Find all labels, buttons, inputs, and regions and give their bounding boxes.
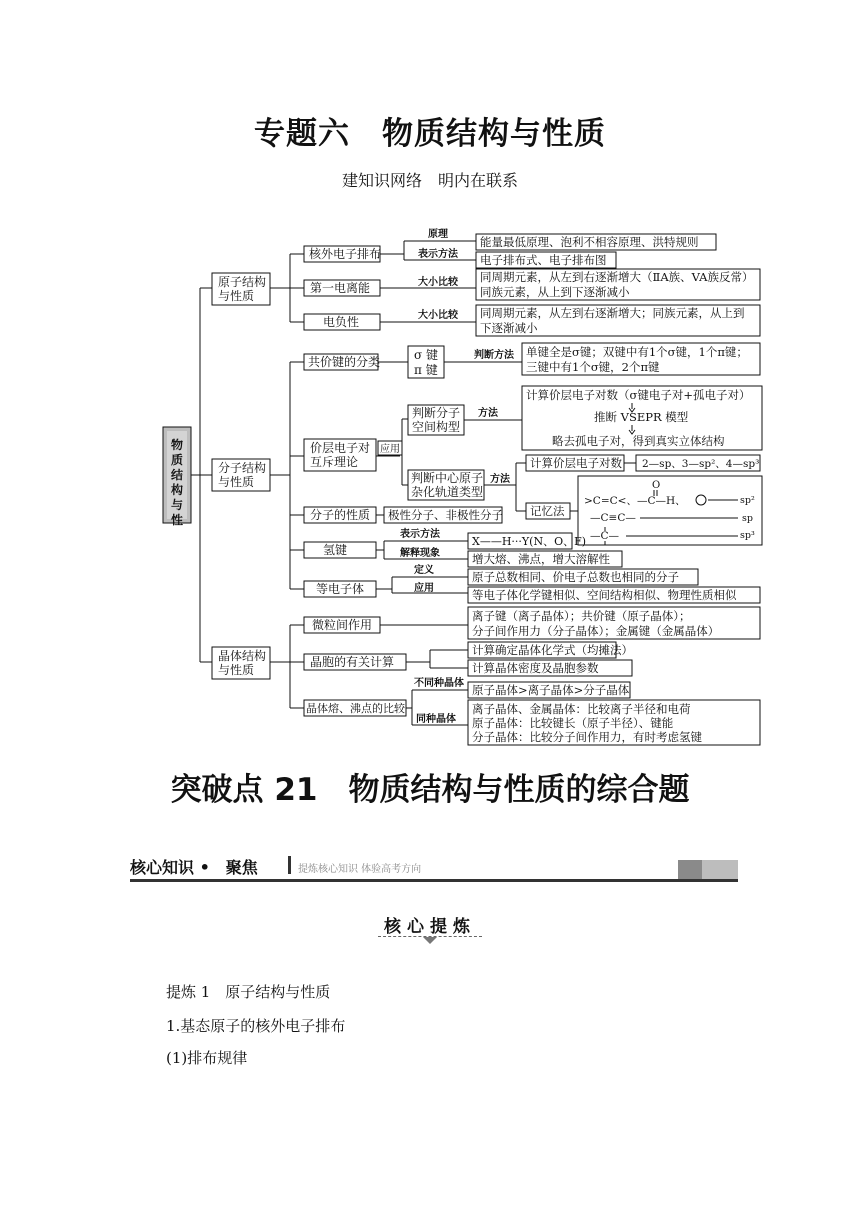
text-polarity: 极性分子、非极性分子 xyxy=(388,508,503,522)
branch-crystal-line2: 与性质 xyxy=(218,663,255,677)
mem-row-sp: —C≡C— xyxy=(590,512,636,524)
node-shape-line2: 空间构型 xyxy=(412,420,461,434)
tag-hbond-rep: 表示方法 xyxy=(400,529,440,540)
text-shape-step2: 推断 VSEPR 模型 xyxy=(594,410,689,424)
node-hybrid-line1: 判断中心原子 xyxy=(411,471,484,485)
branch-molecule-line2: 与性质 xyxy=(218,475,255,489)
paragraph-rule: (1)排布规律 xyxy=(166,1049,248,1067)
node-vsepr-line1: 价层电子对 xyxy=(310,441,371,455)
tag-iso-app: 应用 xyxy=(414,583,434,594)
text-principle: 能量最低原理、泡利不相容原理、洪特规则 xyxy=(480,235,699,249)
node-hybrid-line2: 杂化轨道类型 xyxy=(411,485,484,499)
node-memory: 记忆法 xyxy=(530,504,565,518)
text-cell-density: 计算晶体密度及晶胞参数 xyxy=(472,661,599,675)
root-char-5: 与 xyxy=(170,498,184,512)
node-covalent-classification: 共价键的分类 xyxy=(308,355,381,369)
node-particle-interaction: 微粒间作用 xyxy=(312,618,373,632)
text-same-line1: 离子晶体、金属晶体：比较离子半径和电荷 xyxy=(472,702,691,716)
mem-label-sp: sp xyxy=(742,513,753,524)
banner-rule xyxy=(130,879,738,882)
paragraph-refine-1: 提炼 1 原子结构与性质 xyxy=(166,983,331,1001)
node-melting-compare: 晶体熔、沸点的比较 xyxy=(306,702,405,715)
text-ionization-line1: 同周期元素，从左到右逐渐增大（ⅡA族、VA族反常） xyxy=(480,270,754,284)
mem-row-sp3: —C— xyxy=(590,530,620,542)
branch-atom-line2: 与性质 xyxy=(218,289,255,303)
node-shape-line1: 判断分子 xyxy=(412,406,461,420)
text-particle-line1: 离子键（离子晶体）；共价键（原子晶体）； xyxy=(472,609,691,623)
node-isoelectronic: 等电子体 xyxy=(316,582,365,596)
root-char-2: 质 xyxy=(170,453,184,467)
tag-same-crystal: 同种晶体 xyxy=(416,714,456,725)
page-title: 专题六 物质结构与性质 xyxy=(254,116,606,152)
tag-different-crystal: 不同种晶体 xyxy=(414,678,464,689)
paragraph-ground-state: 1.基态原子的核外电子排布 xyxy=(166,1017,346,1035)
text-shape-step3: 略去孤电子对，得到真实立体结构 xyxy=(552,434,725,448)
core-refine-title: 核心提炼 xyxy=(384,917,476,937)
root-char-1: 物 xyxy=(170,438,184,452)
mem-oxygen: O xyxy=(652,480,661,491)
tag-ionization-compare: 大小比较 xyxy=(418,277,458,288)
text-electroneg-line2: 下逐渐减小 xyxy=(480,321,538,335)
text-particle-line2: 分子间作用力（分子晶体）；金属键（金属晶体） xyxy=(472,624,720,638)
branch-atom-line1: 原子结构 xyxy=(218,275,267,289)
node-electron-config: 核外电子排布 xyxy=(309,247,382,261)
knowledge-map xyxy=(0,225,860,750)
core-title-arrow-icon xyxy=(423,937,437,944)
text-cell-formula: 计算确定晶体化学式（均摊法） xyxy=(472,643,633,657)
banner-divider xyxy=(288,856,291,874)
mem-label-sp2: sp² xyxy=(740,495,755,506)
tag-representation: 表示方法 xyxy=(418,249,458,260)
node-hydrogen-bond: 氢键 xyxy=(323,543,348,557)
text-pairs-result: 2—sp、3—sp²、4—sp³ xyxy=(642,458,760,470)
text-hbond-rep: X——H···Y(N、O、F) xyxy=(472,535,587,548)
tag-method-2: 方法 xyxy=(490,474,510,485)
node-electronegativity: 电负性 xyxy=(323,315,360,329)
text-electroneg-line1: 同周期元素，从左到右逐渐增大；同族元素，从上到 xyxy=(480,306,745,320)
tag-principle: 原理 xyxy=(428,229,448,240)
text-same-line2: 原子晶体：比较键长（原子半径）、键能 xyxy=(472,716,674,730)
text-ionization-line2: 同族元素，从上到下逐渐减小 xyxy=(480,285,630,299)
root-char-4: 构 xyxy=(170,483,184,497)
node-cell-calc: 晶胞的有关计算 xyxy=(310,655,395,669)
text-iso-def: 原子总数相同、价电子总数也相同的分子 xyxy=(472,570,679,584)
branch-crystal-line1: 晶体结构 xyxy=(218,649,267,663)
mem-row-sp2: >C=C<、—C—H、 xyxy=(584,495,686,507)
tag-iso-def: 定义 xyxy=(414,565,434,576)
tag-apply: 应用 xyxy=(380,444,400,455)
root-char-6: 性 xyxy=(170,513,184,527)
banner-block-light xyxy=(702,860,738,879)
text-different-crystal: 原子晶体>离子晶体>分子晶体 xyxy=(472,683,630,697)
node-molecule-property: 分子的性质 xyxy=(310,508,371,522)
node-first-ionization: 第一电离能 xyxy=(310,281,371,295)
tag-hbond-explain: 解释现象 xyxy=(400,548,440,559)
section-title: 突破点 21 物质结构与性质的综合题 xyxy=(170,772,690,808)
node-sigma-bond: σ 键 xyxy=(414,348,439,362)
text-iso-app: 等电子体化学键相似、空间结构相似、物理性质相似 xyxy=(472,588,737,602)
node-calc-pairs: 计算价层电子对数 xyxy=(530,456,622,470)
root-char-3: 结 xyxy=(170,468,184,482)
text-representation: 电子排布式、电子排布图 xyxy=(480,253,607,267)
page-subtitle: 建知识网络 明内在联系 xyxy=(341,171,518,190)
text-shape-step1: 计算价层电子对数（σ键电子对+孤电子对） xyxy=(526,388,751,402)
text-hbond-explain: 增大熔、沸点，增大溶解性 xyxy=(472,552,610,566)
branch-molecule-line1: 分子结构 xyxy=(218,461,267,475)
text-same-line3: 分子晶体：比较分子间作用力，有时考虑氢键 xyxy=(472,730,702,744)
tag-electroneg-compare: 大小比较 xyxy=(418,310,458,321)
banner-subtitle: 提炼核心知识 体验高考方向 xyxy=(298,864,422,875)
node-pi-bond: π 键 xyxy=(414,363,438,377)
tag-method-1: 方法 xyxy=(478,408,498,419)
node-vsepr-line2: 互斥理论 xyxy=(310,455,359,469)
banner-title: 核心知识 • 聚焦 xyxy=(130,858,258,877)
banner-block-dark xyxy=(678,860,702,879)
tag-judge-method: 判断方法 xyxy=(474,350,514,361)
text-judge-line2: 三键中有1个σ键，2个π键 xyxy=(526,360,660,374)
mem-label-sp3: sp³ xyxy=(740,530,755,541)
text-judge-line1: 单键全是σ键；双键中有1个σ键，1个π键； xyxy=(526,345,748,359)
core-knowledge-banner xyxy=(130,852,738,882)
